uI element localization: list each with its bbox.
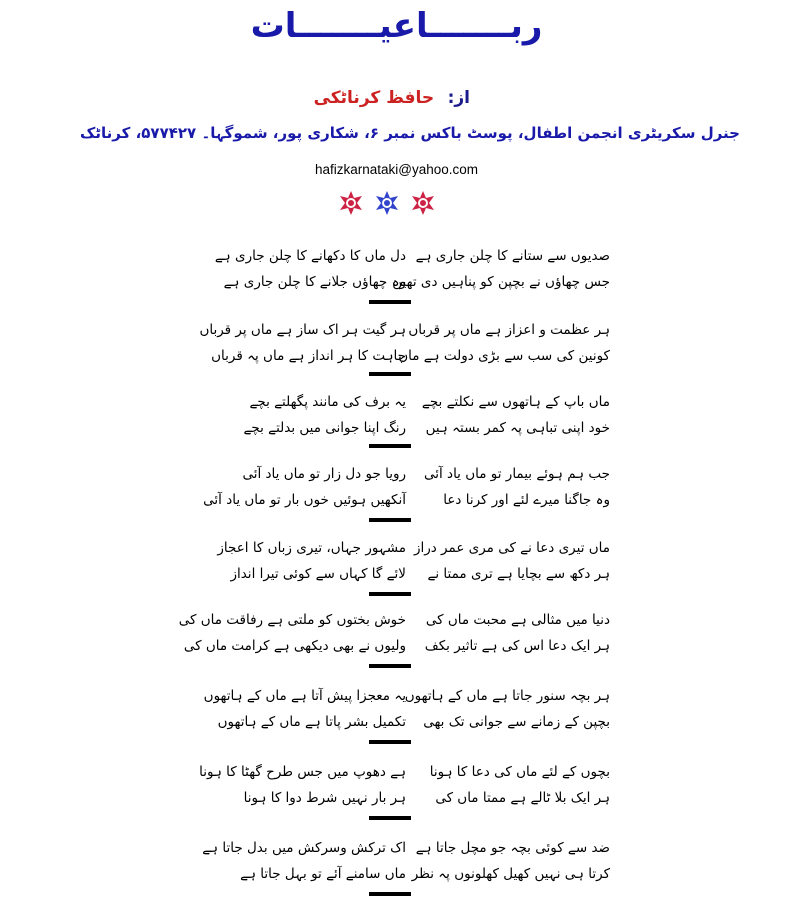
verse-line: ماں باپ کے ہاتھوں سے نکلتے بچے bbox=[421, 394, 610, 410]
rubai-stanza bbox=[196, 462, 610, 520]
verse-line: مشہور جہاں، تیری زباں کا اعجاز bbox=[217, 540, 406, 556]
verse-line: ہر بار نہیں شرط دوا کا ہونا bbox=[243, 790, 406, 806]
author-by-label: از: bbox=[447, 88, 470, 108]
verse-line: خوش بختوں کو ملتی ہے رفاقت ماں کی bbox=[178, 612, 406, 628]
verse-line: دل ماں کا دکھانے کا چلن جاری ہے bbox=[214, 248, 406, 264]
star-ornament-red-icon bbox=[338, 190, 364, 216]
verse-line: ہر گیت ہر اک ساز ہے ماں پر قرباں bbox=[199, 322, 406, 338]
verse-line: ہر عظمت و اعزاز ہے ماں پر قرباں bbox=[408, 322, 610, 338]
verse-line: یہ برف کی مانند پگھلتے بچے bbox=[249, 394, 406, 410]
verse-line: ماں سامنے آئے تو بہل جاتا ہے bbox=[240, 866, 406, 882]
verse-line: اک ترکش وسرکش میں بدل جاتا ہے bbox=[202, 840, 406, 856]
verse-line: ضد سے کوئی بچہ جو مچل جاتا ہے bbox=[415, 840, 610, 856]
divider-bar bbox=[369, 372, 411, 376]
rubai-stanza bbox=[196, 836, 610, 894]
verse-line: کونین کی سب سے بڑی دولت ہے ماں bbox=[398, 348, 610, 364]
rubai-stanza bbox=[196, 760, 610, 818]
verse-line: یہ معجزا پیش آتا ہے ماں کے ہاتھوں bbox=[203, 688, 406, 704]
divider-bar bbox=[369, 892, 411, 896]
rubai-stanza bbox=[196, 536, 610, 594]
verse-line: بچوں کے لئے ماں کی دعا کا ہونا bbox=[429, 764, 610, 780]
rubai-stanza bbox=[196, 684, 610, 742]
verse-line: رنگ اپنا جوانی میں بدلتے بچے bbox=[243, 420, 406, 436]
verse-line: بچپن کے زمانے سے جوانی تک بھی bbox=[423, 714, 610, 730]
star-ornament-red-icon bbox=[410, 190, 436, 216]
divider-bar bbox=[369, 444, 411, 448]
verse-line: کرتا ہی نہیں کھیل کھلونوں پہ نظر bbox=[411, 866, 610, 882]
verse-line: ہر ایک بلا ٹالے ہے ممتا ماں کی bbox=[435, 790, 610, 806]
divider-bar bbox=[369, 592, 411, 596]
verse-line: لائے گا کہاں سے کوئی تیرا انداز bbox=[230, 566, 406, 582]
rubai-stanza bbox=[196, 390, 610, 448]
rubai-stanza bbox=[196, 244, 610, 302]
verse-line: جس چھاؤں نے بچپن کو پناہیں دی تھیں bbox=[392, 274, 610, 290]
verse-line: خود اپنی تباہی پہ کمر بستہ ہیں bbox=[425, 420, 610, 436]
author-address: جنرل سکریٹری انجمن اطفال، پوسٹ باکس نمبر ۶، شکاری پور، شموگہا۔ ۵۷۷۴۲۷، کرناٹک bbox=[80, 124, 740, 142]
author-name: حافظ کرناٹکی bbox=[313, 88, 435, 108]
verse-line: آنکھیں ہوئیں خوں بار تو ماں یاد آئی bbox=[203, 492, 406, 508]
verse-line: چاہت کا ہر انداز ہے ماں پہ قرباں bbox=[211, 348, 406, 364]
verse-line: وہ چھاؤں جلانے کا چلن جاری ہے bbox=[223, 274, 406, 290]
verse-line: ہر ایک دعا اس کی ہے تاثیر بکف bbox=[424, 638, 610, 654]
verse-line: وہ جاگنا میرے لئے اور کرنا دعا bbox=[443, 492, 610, 508]
verse-line: رویا جو دل زار تو ماں یاد آئی bbox=[242, 466, 406, 482]
rubai-stanza bbox=[178, 608, 610, 666]
divider-bar bbox=[369, 740, 411, 744]
divider-bar bbox=[369, 816, 411, 820]
verse-line: ہے دھوپ میں جس طرح گھٹا کا ہونا bbox=[199, 764, 406, 780]
divider-bar bbox=[369, 664, 411, 668]
rubai-stanza bbox=[196, 318, 610, 376]
page-title: ربـــــــاعيـــــــات bbox=[250, 6, 543, 46]
verse-line: تکمیل بشر پاتا ہے ماں کے ہاتھوں bbox=[217, 714, 406, 730]
star-ornament-blue-icon bbox=[374, 190, 400, 216]
author-line bbox=[280, 88, 470, 108]
verse-line: ہر بچہ سنور جاتا ہے ماں کے ہاتھوں bbox=[404, 688, 610, 704]
divider-bar bbox=[369, 518, 411, 522]
author-email[interactable]: hafizkarnataki@yahoo.com bbox=[314, 162, 479, 177]
verse-line: صدیوں سے ستانے کا چلن جاری ہے bbox=[415, 248, 610, 264]
divider-bar bbox=[369, 300, 411, 304]
verse-line: جب ہم ہوئے بیمار تو ماں یاد آئی bbox=[424, 466, 610, 482]
verse-line: دنیا میں مثالی ہے محبت ماں کی bbox=[425, 612, 610, 628]
verse-line: ہر دکھ سے بچایا ہے تری ممتا نے bbox=[427, 566, 610, 582]
verse-line: ماں تیری دعا نے کی مری عمر دراز bbox=[413, 540, 610, 556]
ornament-row bbox=[338, 190, 458, 218]
verse-line: ولیوں نے بھی دیکھی ہے کرامت ماں کی bbox=[183, 638, 406, 654]
